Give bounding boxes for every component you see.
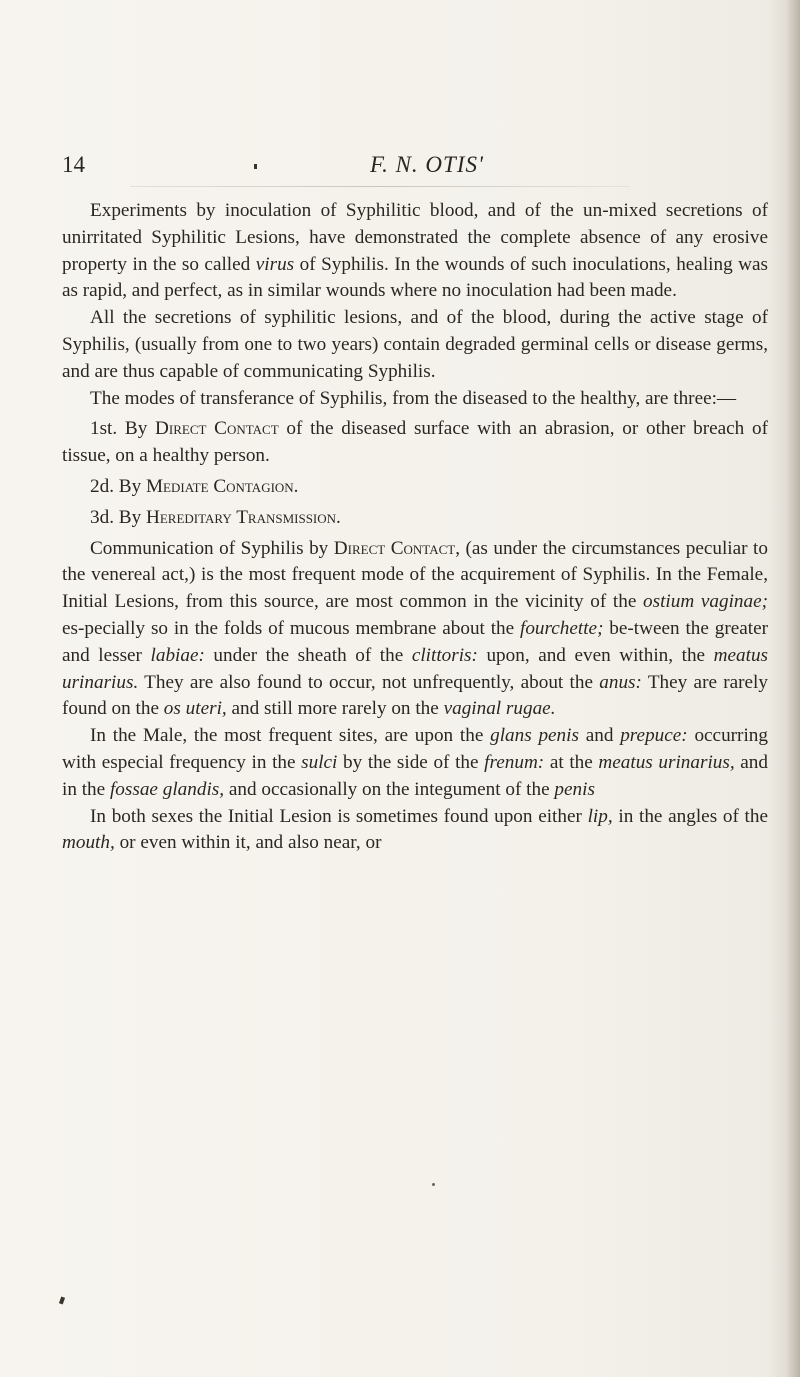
paragraph-2: All the secretions of syphilitic lesions, and of the blood, during the active stage of Syphilis, (usually from one to two years) contain degraded germinal cells or disease germs, and are thus capable of communicating Syphilis.	[62, 307, 768, 382]
paragraph-7: Communication of Syphilis by Direct Contact, (as under the circumstances peculiar to the venereal act,) is the most frequent mode of the acquirement of Syphilis. In the Female, Initial Lesions, from this source, are most common in the vicinity of the ostium vaginae; es-pecially so in the folds of mucous membrane about the fourchette; be-tween the greater and lesser labiae: under the sheath of the clittoris: upon, and even within, the meatus urinarius. They are also found to occur, not unfrequently, about the anus: They are rarely found on the os uteri, and still more rarely on the vaginal rugae.	[62, 537, 768, 720]
ink-speck	[254, 164, 257, 169]
header-rule	[130, 186, 630, 187]
ink-mark	[59, 1297, 65, 1305]
paragraph-4: 1st. By Direct Contact of the diseased surface with an abrasion, or other breach of tissue, on a healthy person.	[62, 418, 768, 467]
page-number: 14	[62, 152, 85, 177]
paragraph-1: Experiments by inoculation of Syphilitic blood, and of the un-mixed secretions of unirritated Syphilitic Lesions, have demonstrated the complete absence of any erosive property in the so called virus of Syphilis. In the wounds of such inoculations, healing was as rapid, and perfect, as in similar wounds where no inoculation had been made.	[62, 200, 769, 302]
running-head: F. N. OTIS'	[370, 152, 484, 177]
page-edge	[786, 0, 800, 1377]
page-header	[62, 152, 762, 182]
paragraph-9: In both sexes the Initial Lesion is sometimes found upon either lip, in the angles of the mouth, or even within it, and also near, or	[62, 805, 768, 854]
body-text	[62, 198, 768, 857]
paragraph-5: 2d. By Mediate Contagion.	[90, 475, 299, 497]
paragraph-8: In the Male, the most frequent sites, are upon the glans penis and prepuce: occurring with especial frequency in the sulci by the side of the frenum: at the meatus urinarius, and in the fossae glandis, and occasionally on the integument of the penis	[62, 725, 768, 800]
paragraph-3: The modes of transferance of Syphilis, from the diseased to the healthy, are three:—	[90, 387, 737, 409]
paragraph-6: 3d. By Hereditary Transmission.	[90, 506, 341, 528]
ink-speck	[432, 1183, 435, 1186]
